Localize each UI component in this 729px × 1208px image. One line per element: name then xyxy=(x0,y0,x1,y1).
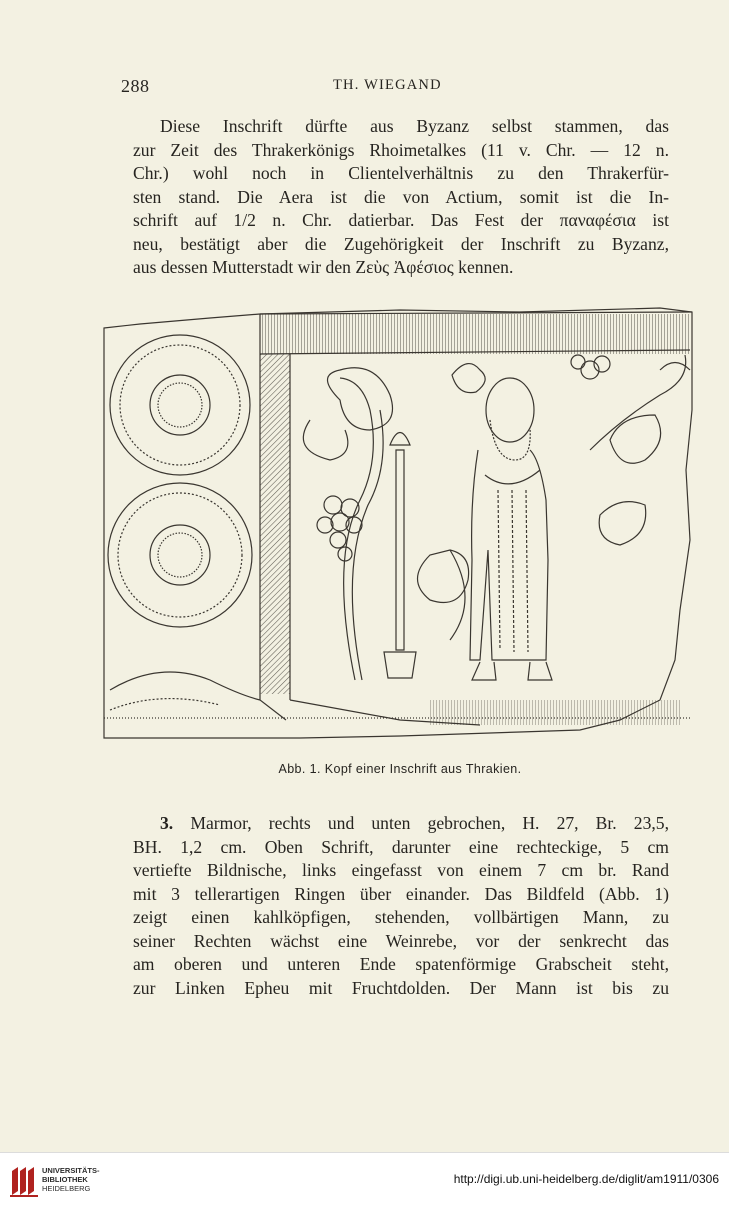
text-line: sten stand. Die Aera ist die von Actium, somit ist die In- xyxy=(133,186,669,207)
page-header xyxy=(121,76,669,100)
text-line-rest: Marmor, rechts und unten gebrochen, H. 27, Br. 23,5, xyxy=(190,813,669,833)
text-line: zeigt einen kahlköpfigen, stehenden, vollbärtigen Mann, zu xyxy=(133,907,669,927)
text-line: Diese Inschrift dürfte aus Byzanz selbst stammen, das xyxy=(160,116,669,136)
item-number: 3. xyxy=(160,813,174,833)
page-number: 288 xyxy=(121,76,150,96)
relief-drawing xyxy=(100,300,700,750)
library-name-line: BIBLIOTHEK xyxy=(42,1175,88,1184)
text-line: mit 3 tellerartigen Ringen über einander. Das Bildfeld (Abb. 1) xyxy=(133,883,669,904)
figure-caption: Abb. 1. Kopf einer Inschrift aus Thrakien. xyxy=(278,762,522,776)
text-line: zur Linken Epheu mit Fruchtdolden. Der Mann ist bis zu xyxy=(133,977,669,998)
library-name-line: UNIVERSITÄTS- xyxy=(42,1166,100,1175)
text-line: zur Zeit des Thrakerkönigs Rhoimetalkes (11 v. Chr. — 12 n. xyxy=(133,139,669,160)
relief-drawing-figure xyxy=(100,300,700,750)
text-line: BH. 1,2 cm. Oben Schrift, darunter eine rechteckige, 5 cm xyxy=(133,836,669,857)
text-line xyxy=(133,812,669,836)
text-line: seiner Rechten wächst eine Weinrebe, vor der senkrecht das xyxy=(133,930,669,951)
paragraph-inscription-origin xyxy=(133,115,669,280)
source-url-link[interactable]: http://digi.ub.uni-heidelberg.de/diglit/am1911/0306 xyxy=(453,1172,719,1186)
running-title: TH. WIEGAND xyxy=(333,77,442,93)
paragraph-marble-description xyxy=(133,812,669,1000)
digitization-footer xyxy=(0,1152,729,1208)
university-library-logo-icon xyxy=(8,1163,40,1199)
library-name xyxy=(42,1166,100,1193)
text-line: am oberen und unteren Ende spatenförmige Grabscheit steht, xyxy=(133,954,669,974)
text-line: aus dessen Mutterstadt wir den Ζεὺς Ἀφέσιος kennen. xyxy=(133,257,514,277)
text-line: neu, bestätigt aber die Zugehörigkeit der Inschrift zu Byzanz, xyxy=(133,233,669,254)
text-line: schrift auf 1/2 n. Chr. datierbar. Das Fest der παναφέσια ist xyxy=(133,210,669,230)
text-line: vertiefte Bildnische, links eingefasst von einem 7 cm br. Rand xyxy=(133,860,669,880)
text-line: Chr.) wohl noch in Clientelverhältnis zu den Thrakerfür- xyxy=(133,163,669,183)
library-name-line: HEIDELBERG xyxy=(42,1184,91,1193)
